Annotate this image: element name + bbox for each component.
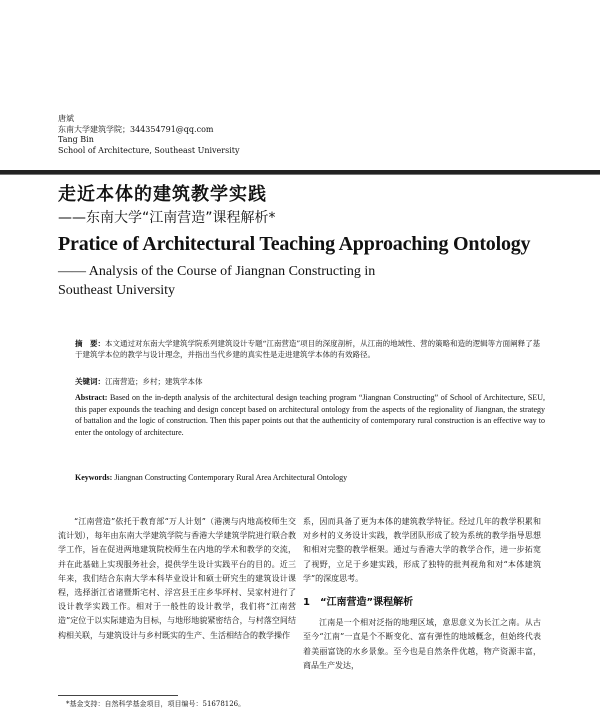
keywords-en-label: Keywords: (75, 473, 113, 482)
keywords-zh (75, 376, 545, 387)
author-name-en: Tang Bin (58, 135, 94, 144)
title-zh: 走近本体的建筑教学实践 (58, 184, 267, 205)
abstract-zh-label: 摘 要： (75, 339, 105, 348)
footnote: *基金支持：自然科学基金项目，项目编号：51678126。 (66, 700, 246, 708)
body-column-right (303, 515, 541, 673)
body-right-paragraph: 江南是一个相对泛指的地理区域，意思意义为长江之南。从古至今“江南”一直是个不断变化、富有弹性的地域概念，但始终代表着美丽富饶的水乡景象。至今也是自然条件优越，物产资源丰富，商品生产发达， (303, 618, 541, 670)
abstract-en-label: Abstract: (75, 393, 108, 402)
section-heading: 1 “江南营造”课程解析 (303, 597, 414, 609)
subtitle-zh: ——东南大学“江南营造”课程解析* (58, 210, 276, 226)
subtitle-en-line2: Southeast University (58, 283, 176, 298)
keywords-zh-label: 关键词： (75, 377, 105, 386)
abstract-zh (75, 338, 545, 360)
author-name-zh: 唐斌 (58, 114, 74, 123)
author-affiliation-zh: 东南大学建筑学院；344354791@qq.com (58, 124, 214, 134)
footnote-rule (58, 695, 178, 696)
author-affiliation-en: School of Architecture, Southeast University (58, 145, 240, 155)
subtitle-en-line1: —— Analysis of the Course of Jiangnan Constructing in (58, 264, 376, 279)
body-left-paragraph: “江南营造”依托于教育部“万人计划”（港澳与内地高校师生交流计划），每年由东南大学建筑学院与香港大学建筑学院进行联合教学工作，旨在促进两地建筑院校师生在内地的学术和教学的交流，并在此基础上实现服务社会，提供学生设计实践平台的目的。近三年来，我们结合东南大学本科毕业设计和硕士研究生的建筑设计课程，选择浙江省诸暨斯宅村、浮宫县王庄乡华坪村、吴家村进行了设计教学实践工作。相对于一般性的设计教学，我们将“江南营造”定位于以实际建造为目标，与地形地貌紧密结合，与村落空间结构相关联，与建筑设计与乡村既实的生产、生活相结合的教学操作 (58, 517, 296, 640)
header-rule (0, 170, 600, 175)
abstract-en (75, 392, 545, 438)
abstract-en-text: Based on the in-depth analysis of the architectural design teaching program “Jiangnan Constructing” of School of Architecture, SEU, this paper expounds the teaching and design concept based on architectural ontology from the aspects of the regionality of Jiangnan, the strategy of battalion and the logic of construction. Then this paper points out that the authenticity of contemporary rural construction is an effective way to enter the ontology of architecture. (75, 393, 545, 437)
author-block (58, 114, 240, 156)
keywords-zh-text: 江南营造；乡村；建筑学本体 (105, 377, 203, 386)
title-en: Pratice of Architectural Teaching Approaching Ontology (58, 233, 531, 255)
body-right-intro: 系，因而具备了更为本体的建筑教学特征。经过几年的教学积累和对乡村的义务设计实践，教学团队形成了较为系统的教学指导思想和相对完整的教学框架。通过与香港大学的教学合作，进一步拓宽了视野，立足于乡建实践，形成了独特的批判视角和对“本体建筑学”的深度思考。 (303, 517, 541, 583)
keywords-en (75, 473, 545, 482)
body-column-left (58, 515, 296, 643)
subtitle-en (58, 262, 478, 300)
keywords-en-text: Jiangnan Constructing Contemporary Rural Area Architectural Ontology (112, 473, 348, 482)
abstract-zh-text: 本文通过对东南大学建筑学院系列建筑设计专题“江南营造”项目的深度剖析，从江南的地域性、营的策略和造的逻辑等方面阐释了基于建筑学本位的教学与设计理念，并指出当代乡建的真实性是走进建筑学本体的有效路径。 (75, 339, 541, 359)
